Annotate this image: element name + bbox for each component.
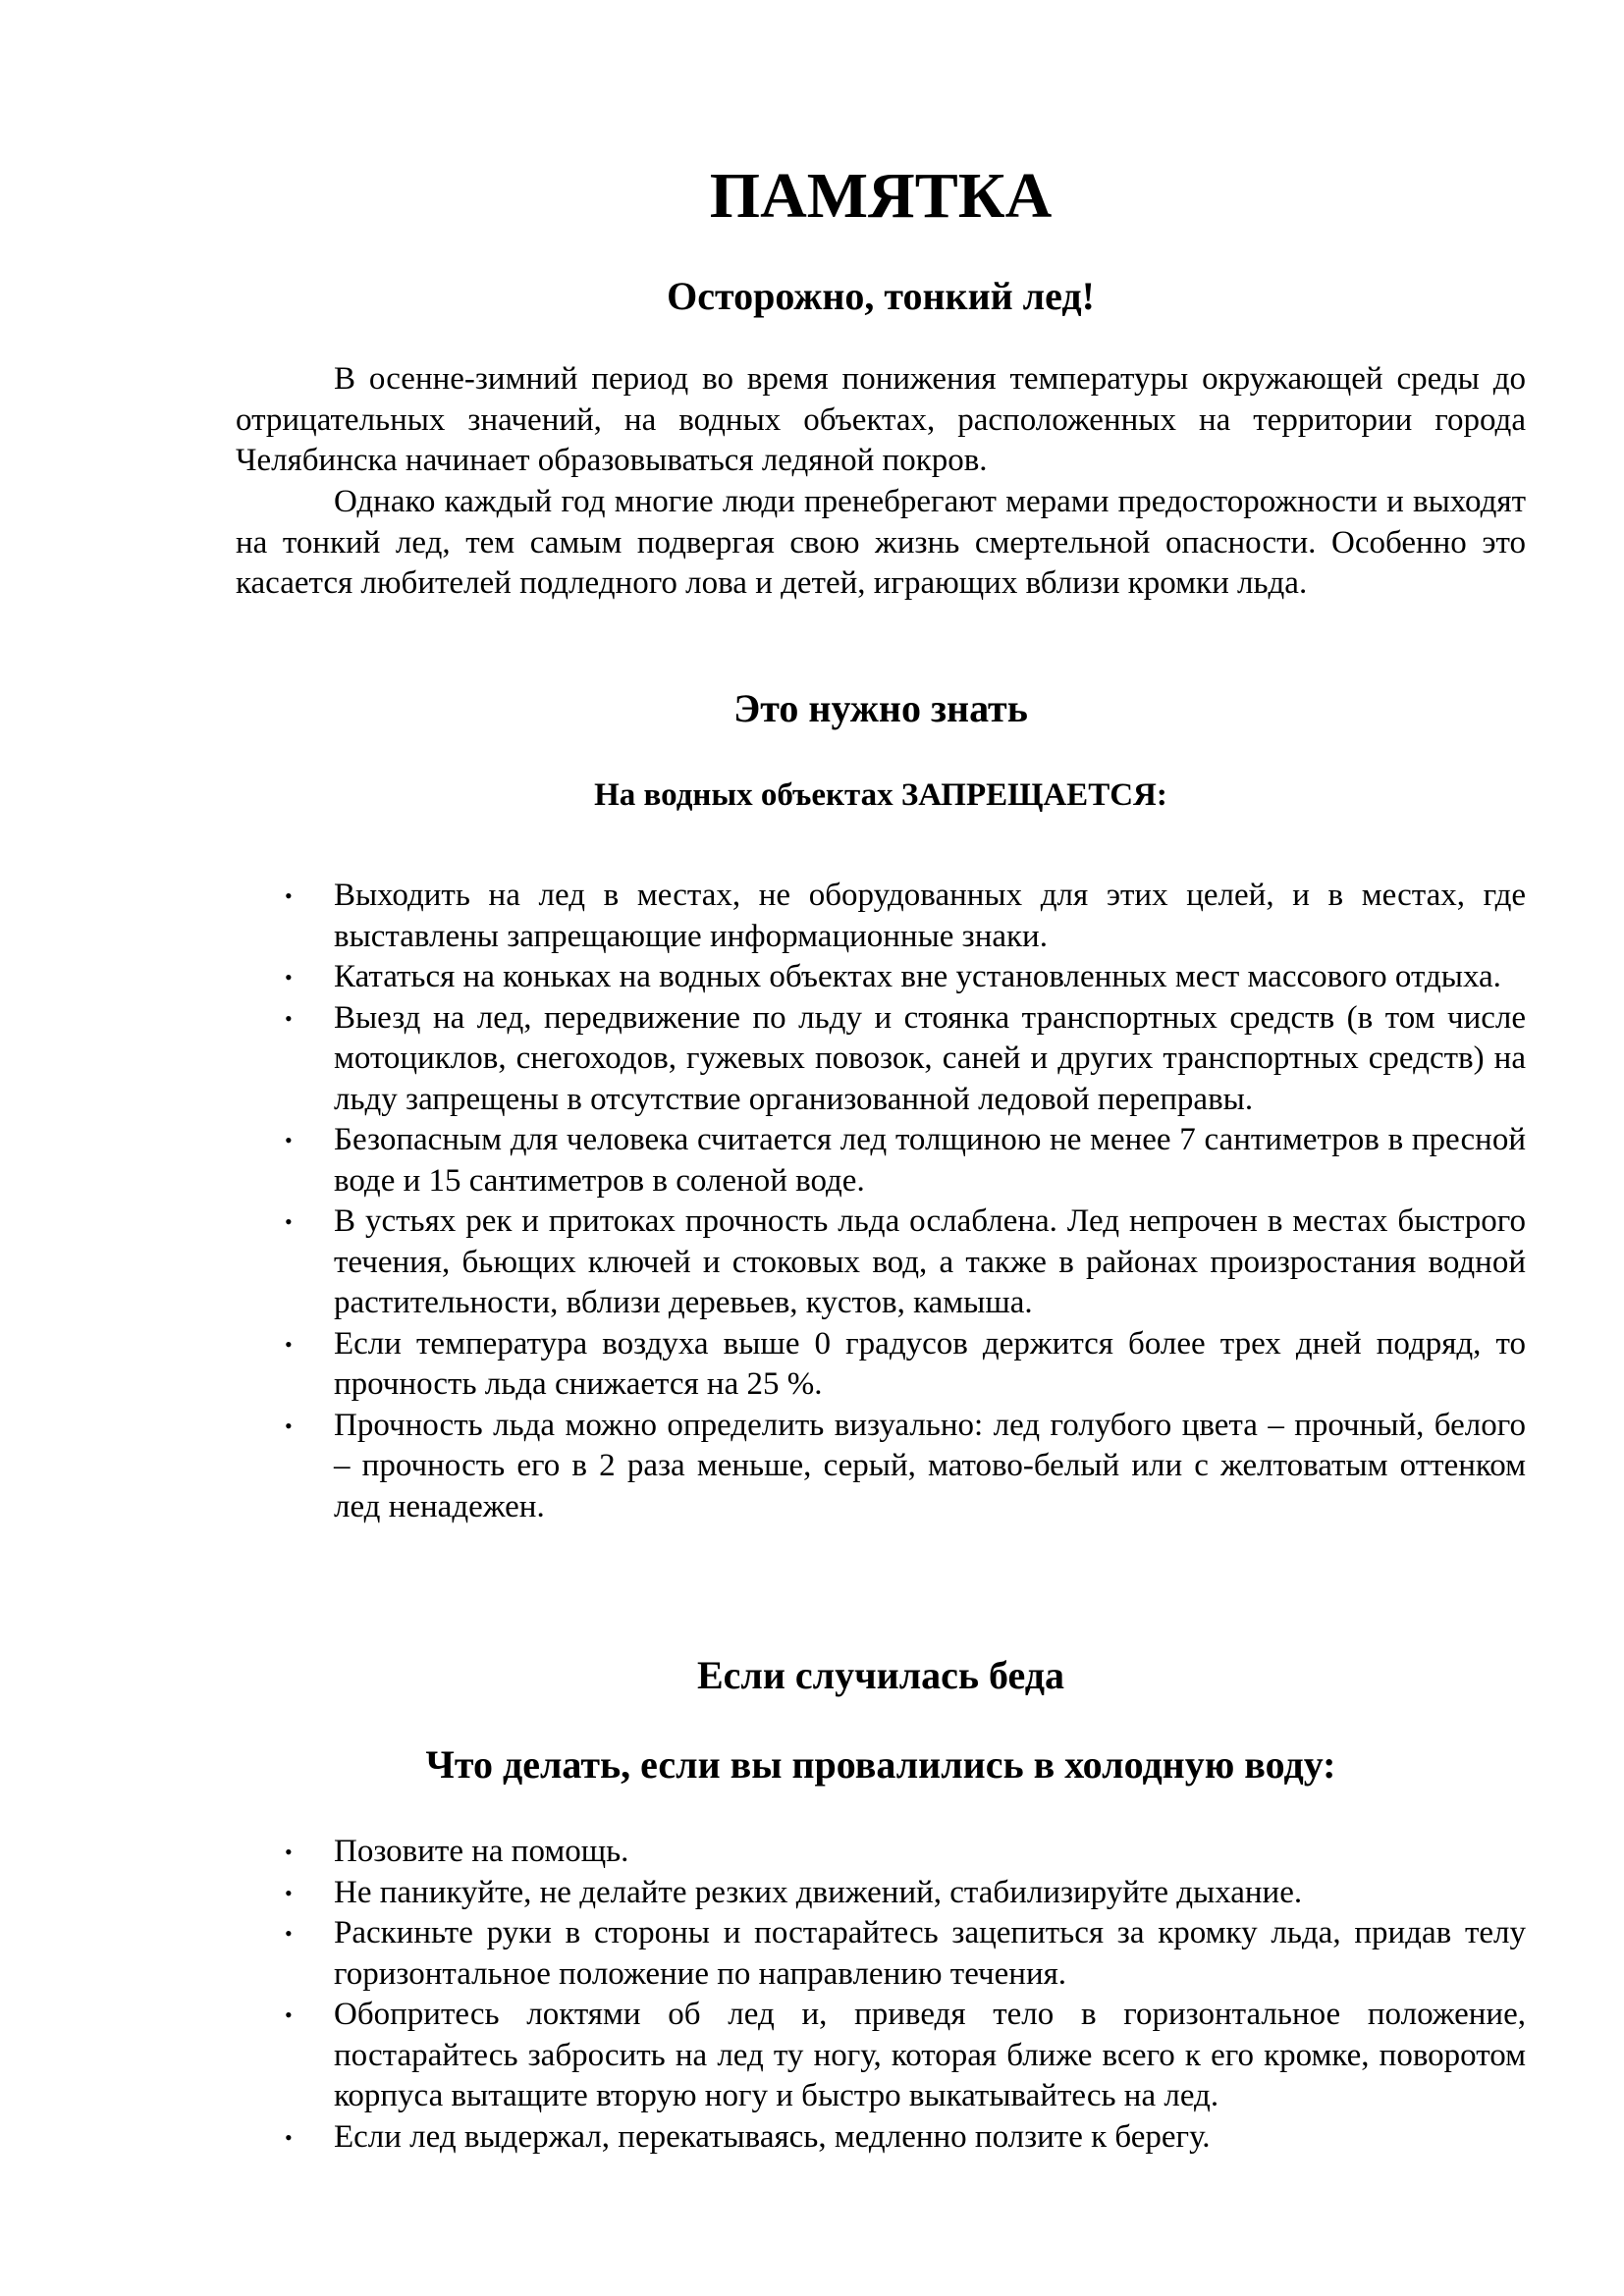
bullet-icon: •: [285, 1005, 293, 1031]
list-item-text: Обопритесь локтями об лед и, приведя тело в горизонтальное положение, постарайтесь забросить на лед ту ногу, которая ближе всего к его кромке, поворотом корпуса вытащите вторую ногу и быстро выкатывайтесь на лед.: [334, 1997, 1526, 2113]
list-item: [236, 957, 1526, 998]
list-item: [236, 1201, 1526, 1324]
document-subtitle: Осторожно, тонкий лед!: [667, 274, 1095, 318]
list-item-text: Если лед выдержал, перекатываясь, медленно ползите к берегу.: [334, 2118, 1211, 2155]
intro-paragraph-1: В осенне-зимний период во время понижения температуры окружающей среды до отрицательных значений, на водных объектах, расположенных на территории города Челябинска начинает образовываться ледяной покров.: [236, 361, 1526, 478]
list-item: [236, 1120, 1526, 1201]
list-item: [236, 1995, 1526, 2117]
list-item-text: Выезд на лед, передвижение по льду и стоянка транспортных средств (в том числе мотоциклов, снегоходов, гужевых повозок, саней и других транспортных средств) на льду запрещены в отсутствие организованной ледовой переправы.: [334, 999, 1526, 1117]
bullet-icon: •: [285, 1331, 293, 1357]
bullet-icon: •: [285, 2124, 293, 2150]
list-item: [236, 998, 1526, 1121]
bullet-icon: •: [285, 883, 293, 908]
section-subheading-prohibited: На водных объектах ЗАПРЕЩАЕТСЯ:: [594, 777, 1167, 813]
list-item-text: Прочность льда можно определить визуально: лед голубого цвета – прочный, белого – прочность его в 2 раза меньше, серый, матово-белый или с желтоватым оттенком лед ненадежен.: [334, 1407, 1526, 1524]
bullet-icon: •: [285, 2002, 293, 2027]
prohibited-list: [236, 876, 1526, 1527]
list-item-text: Позовите на помощь.: [334, 1834, 629, 1869]
section-heading-need-to-know: Это нужно знать: [733, 686, 1028, 730]
emergency-list: [236, 1832, 1526, 2158]
document-title: ПАМЯТКА: [709, 160, 1053, 232]
list-item-text: Кататься на коньках на водных объектах вне установленных мест массового отдыха.: [334, 959, 1501, 994]
list-item: [236, 1832, 1526, 1873]
list-item: [236, 1324, 1526, 1406]
list-item: [236, 1913, 1526, 1995]
list-item-text: Не паникуйте, не делайте резких движений, стабилизируйте дыхание.: [334, 1874, 1303, 1910]
list-item-text: Безопасным для человека считается лед толщиною не менее 7 сантиметров в пресной воде и 15 сантиметров в соленой воде.: [334, 1122, 1526, 1199]
list-item-text: В устьях рек и притоках прочность льда ослаблена. Лед непрочен в местах быстрого течения, бьющих ключей и стоковых вод, а также в районах произростания водной растительности, вблизи деревьев, кустов, камыша.: [334, 1203, 1526, 1320]
intro-paragraph-2: Однако каждый год многие люди пренебрегают мерами предосторожности и выходят на тонкий лед, тем самым подвергая свою жизнь смертельной опасности. Особенно это касается любителей подледного лова и детей, играющих вблизи кромки льда.: [236, 484, 1526, 601]
bullet-icon: •: [285, 1921, 293, 1946]
bullet-icon: •: [285, 1840, 293, 1864]
list-item: [236, 1406, 1526, 1528]
bullet-icon: •: [285, 965, 293, 989]
bullet-icon: •: [285, 1209, 293, 1234]
list-item-text: Выходить на лед в местах, не оборудованных для этих целей, и в местах, где выставлены запрещающие информационные знаки.: [334, 878, 1526, 954]
bullet-icon: •: [285, 1413, 293, 1438]
list-item-text: Раскиньте руки в стороны и постарайтесь зацепиться за кромку льда, придав телу горизонтальное положение по направлению течения.: [334, 1915, 1526, 1992]
list-item: [236, 1873, 1526, 1914]
bullet-icon: •: [285, 1880, 293, 1905]
bullet-icon: •: [285, 1128, 293, 1152]
list-item: [236, 2117, 1526, 2159]
section-subheading-cold-water: Что делать, если вы провалились в холодную воду:: [425, 1742, 1336, 1787]
list-item-text: Если температура воздуха выше 0 градусов держится более трех дней подряд, то прочность льда снижается на 25 %.: [334, 1325, 1526, 1402]
list-item: [236, 876, 1526, 957]
section-heading-trouble: Если случилась беда: [696, 1653, 1064, 1697]
